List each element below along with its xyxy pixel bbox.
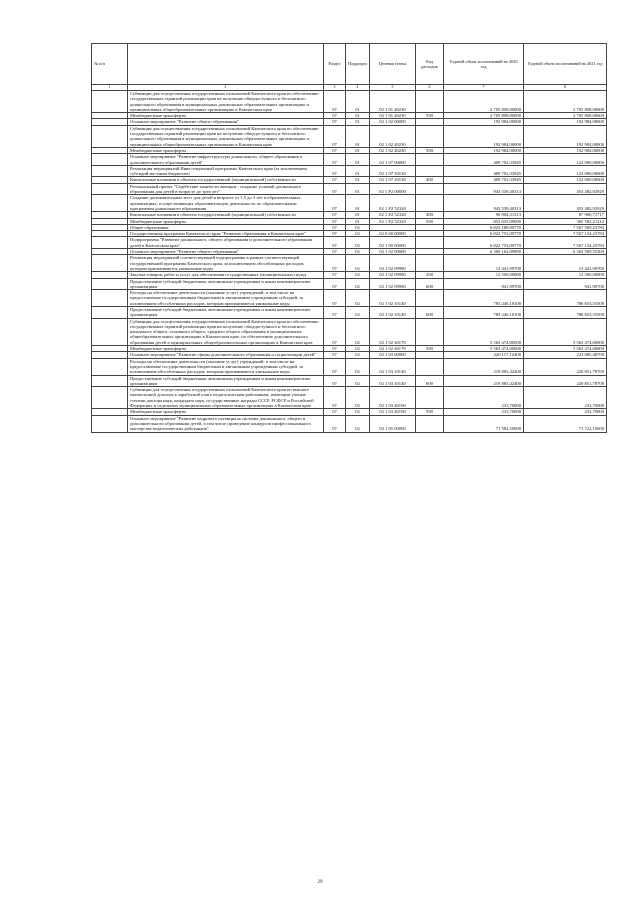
cell-y2021: 7 567 134,23783 [524,237,607,249]
cell-podrazdel: 01 [346,119,370,125]
cell-razdel: 07 [324,177,346,183]
cell-csr: 02 1 05 00000 [370,415,416,432]
cell-name: Межбюджетные трансферты [128,113,324,119]
cell-vr [416,237,444,249]
cell-csr: 02 1 P2 52320 [370,195,416,212]
header-y2020: Годовой объем ассигнований на 2020 год [444,44,524,85]
cell-csr: 02 1 00 00000 [370,237,416,249]
column-number: 4 [346,85,370,91]
cell-razdel: 07 [324,231,346,237]
cell-vr: 500 [416,113,444,119]
cell-name: Основное мероприятие "Развитие кадрового потенциала системы дошкольного, общего и дополнительного образования детей, в том числе проведение конкурсов профессионального мастерства педагогических работников" [128,415,324,432]
cell-csr: 02 1 07 00000 [370,154,416,166]
cell-podrazdel: 02 [346,318,370,345]
cell-y2020: 2 705 808,00000 [444,91,524,113]
cell-vr: 600 [416,306,444,318]
cell-podrazdel: 02 [346,306,370,318]
cell-vr [416,165,444,177]
cell-vr: 500 [416,346,444,352]
cell-csr: 02 1 02 09990 [370,278,416,290]
cell-vr [416,255,444,272]
cell-csr: 02 0 00 00000 [370,231,416,237]
cell-vr [416,195,444,212]
cell-podrazdel: 02 [346,415,370,432]
cell-name: Расходы на обеспечение деятельности (оказание услуг) учреждений, в том числе на предоставление государственным бюджетным и автономным учреждениям субсидий, за исключением обособленных расходов, которым присваиваются уникальные коды [128,290,324,307]
cell-y2021: 233,70000 [524,387,607,409]
cell-num [92,195,128,212]
cell-podrazdel: 02 [346,237,370,249]
cell-y2021: 192 984,00000 [524,125,607,147]
cell-podrazdel: 02 [346,224,370,230]
cell-razdel: 07 [324,375,346,387]
cell-y2020: 192 984,00000 [444,125,524,147]
column-number: 8 [524,85,607,91]
cell-name: Предоставление субсидий бюджетным, автономным учреждениям и иным некоммерческим организациям [128,306,324,318]
budget-table-sheet [91,43,606,433]
cell-razdel: 07 [324,255,346,272]
cell-podrazdel: 01 [346,212,370,218]
cell-csr: 02 1 02 09990 [370,272,416,278]
cell-y2020: 13 441,99700 [444,255,524,272]
cell-vr: 500 [416,409,444,415]
cell-vr [416,91,444,113]
cell-podrazdel: 02 [346,278,370,290]
cell-num [92,237,128,249]
cell-y2020: 233,70000 [444,409,524,415]
cell-y2020: 783 246,10100 [444,290,524,307]
cell-name: Основное мероприятие "Развитие общего образования" [128,119,324,125]
cell-razdel: 07 [324,290,346,307]
cell-csr: 02 1 01 40230 [370,91,416,113]
cell-num [92,255,128,272]
cell-y2020: 219 883,42400 [444,375,524,387]
cell-name: Межбюджетные трансферты [128,409,324,415]
cell-name: Реализация мероприятий Инвестиционной программы Камчатского края (за исключением субсидий местным бюджетам) [128,165,324,177]
cell-razdel: 07 [324,237,346,249]
cell-csr: 02 1 02 10140 [370,290,416,307]
cell-csr: 02 1 02 00000 [370,249,416,255]
table-row [92,195,607,212]
cell-y2020: 220 117,12400 [444,352,524,358]
cell-podrazdel: 02 [346,375,370,387]
cell-y2020: 192 984,00000 [444,147,524,153]
cell-num [92,387,128,409]
cell-y2021: 87 900,71717 [524,212,607,218]
cell-num [92,91,128,113]
cell-y2021: 6 363 569,55300 [524,249,607,255]
cell-name: Основное мероприятие "Развитие сферы дополнительного образования и социализации детей" [128,352,324,358]
cell-y2021: 453 482,92929 [524,195,607,212]
cell-csr: 02 1 02 40170 [370,346,416,352]
cell-vr [416,154,444,166]
cell-razdel: 07 [324,125,346,147]
cell-razdel: 07 [324,119,346,125]
cell-name: Капитальные вложения в объекты государственной (муниципальной) собственности [128,177,324,183]
cell-y2020: 5 563 474,00000 [444,346,524,352]
cell-podrazdel: 01 [346,113,370,119]
header-name [128,44,324,85]
cell-podrazdel: 01 [346,125,370,147]
table-body [92,91,607,433]
cell-podrazdel: 02 [346,272,370,278]
cell-y2020: 409 702,33945 [444,154,524,166]
cell-num [92,165,128,177]
cell-y2021: 192 984,00000 [524,119,607,125]
column-number: 7 [444,85,524,91]
cell-num [92,278,128,290]
cell-num [92,290,128,307]
cell-name: Субвенции для осуществления государственных полномочий Камчатского края по выплате ежемесячной доплаты к заработной плате педагогическим работникам, имеющим ученые степени доктора наук, кандидата наук, государственные награды СССР, РСФСР и Российской Федерации, в отдельных муниципальных образовательных организациях в Камчатском крае [128,387,324,409]
cell-num [92,125,128,147]
cell-y2021: 192 984,00000 [524,147,607,153]
cell-razdel: 07 [324,249,346,255]
cell-podrazdel: 01 [346,147,370,153]
table-row [92,255,607,272]
cell-y2021: 941,99700 [524,278,607,290]
cell-y2020: 233,70000 [444,387,524,409]
table-row [92,278,607,290]
cell-csr: 02 1 02 00000 [370,119,416,125]
header-podrazdel: Подраздел [346,44,370,85]
table-row [92,375,607,387]
cell-y2020: 943 539,40313 [444,195,524,212]
cell-num [92,358,128,375]
cell-podrazdel: 02 [346,249,370,255]
cell-y2020: 5 563 474,00000 [444,318,524,345]
cell-razdel: 07 [324,278,346,290]
cell-y2020: 943 539,40313 [444,183,524,195]
cell-y2021: 5 563 474,00000 [524,346,607,352]
cell-name: Основное мероприятие "Развитие общего образования" [128,249,324,255]
cell-name: Предоставление субсидий бюджетным, автономным учреждениям и иным некоммерческим организациям [128,375,324,387]
cell-name: Основное мероприятие "Развитие инфраструктуры дошкольного, общего образования и дополнительного образования детей" [128,154,324,166]
cell-razdel: 07 [324,272,346,278]
cell-y2021: 233,70000 [524,409,607,415]
budget-table [91,43,607,433]
cell-y2021: 7 567 134,23783 [524,231,607,237]
cell-y2021: 2 705 808,00000 [524,113,607,119]
cell-csr: 02 1 03 10140 [370,375,416,387]
cell-podrazdel: 01 [346,177,370,183]
cell-vr [416,125,444,147]
cell-y2020: 12 500,00000 [444,272,524,278]
column-number: 1 [92,85,128,91]
cell-y2021: 12 500,00000 [524,272,607,278]
cell-podrazdel: 01 [346,195,370,212]
cell-vr: 600 [416,278,444,290]
cell-podrazdel: 01 [346,91,370,113]
cell-csr: 02 1 P2 52320 [370,218,416,224]
cell-csr: 02 1 02 40230 [370,125,416,147]
cell-razdel: 07 [324,154,346,166]
cell-csr: 02 1 07 10130 [370,177,416,183]
cell-podrazdel: 01 [346,218,370,224]
table-row [92,154,607,166]
cell-name: Субвенции для осуществления государственных полномочий Камчатского края по обеспечению государственных гарантий реализации прав на получение общедоступного и бесплатного дошкольного образования в муниципальных дошкольных образовательных организациях и муниципальных общеобразовательных организациях в Камчатском крае [128,91,324,113]
cell-name: Предоставление субсидий бюджетным, автономным учреждениям и иным некоммерческим организациям [128,278,324,290]
column-number: 5 [370,85,416,91]
cell-name: Расходы на обеспечение деятельности (оказание услуг) учреждений, в том числе на предоставление государственным бюджетным и автономным учреждениям субсидий, за исключением обособленных расходов, которым присваиваются уникальные коды [128,358,324,375]
table-row [92,415,607,432]
cell-razdel: 07 [324,409,346,415]
cell-y2021: 220 851,78700 [524,375,607,387]
cell-razdel: 07 [324,352,346,358]
cell-podrazdel: 02 [346,358,370,375]
cell-vr: 600 [416,375,444,387]
cell-y2020: 852 635,09000 [444,218,524,224]
cell-csr: 02 1 P2 00000 [370,183,416,195]
cell-y2021: 786 653,55500 [524,290,607,307]
page-number: 29 [317,880,323,885]
cell-y2020: 409 702,33945 [444,177,524,183]
cell-name: Межбюджетные трансферты [128,346,324,352]
column-number: 3 [324,85,346,91]
cell-razdel: 07 [324,224,346,230]
cell-vr: 400 [416,177,444,183]
cell-vr [416,318,444,345]
cell-csr: 02 1 07 10130 [370,165,416,177]
cell-num [92,375,128,387]
cell-podrazdel: 02 [346,346,370,352]
cell-vr [416,358,444,375]
table-row [92,237,607,249]
cell-y2020: 6 822 753,09770 [444,231,524,237]
header-csr: Целевая статья [370,44,416,85]
cell-vr: 400 [416,212,444,218]
table-row [92,183,607,195]
cell-name: Закупка товаров, работ и услуг для обеспечения государственных (муниципальных) нужд [128,272,324,278]
cell-y2021: 221 085,48700 [524,352,607,358]
cell-csr: 02 1 02 40230 [370,147,416,153]
cell-razdel: 07 [324,183,346,195]
cell-name: Капитальные вложения в объекты государственной (муниципальной) собственности [128,212,324,218]
cell-csr: 02 1 01 40230 [370,113,416,119]
cell-podrazdel: 02 [346,352,370,358]
cell-name: Субвенции для осуществления государственных полномочий Камчатского края по обеспечению государственных гарантий реализации прав на получение общедоступного и бесплатного начального общего, основного общего, среднего общего образования в муниципальных общеобразовательных организациях в Камчатском крае, по обеспечению дополнительного образования детей в муниципальных общеобразовательных организациях в Камчатском крае [128,318,324,345]
cell-csr: 02 1 02 09990 [370,255,416,272]
cell-name: Создание дополнительных мест для детей в возрасте от 1,5 до 3 лет в образовательных организациях, осуществляющих образовательную деятельность по образовательным программам дошкольного образования [128,195,324,212]
cell-vr: 200 [416,272,444,278]
cell-razdel: 07 [324,113,346,119]
cell-y2021: 13 441,99700 [524,255,607,272]
header-razdel: Раздел [324,44,346,85]
cell-razdel: 07 [324,195,346,212]
cell-razdel: 07 [324,358,346,375]
cell-num [92,415,128,432]
cell-csr: 02 1 03 00000 [370,352,416,358]
cell-y2021: 5 563 474,00000 [524,318,607,345]
cell-vr: 500 [416,147,444,153]
cell-razdel: 07 [324,318,346,345]
cell-y2020: 6 822 753,09770 [444,237,524,249]
cell-vr [416,183,444,195]
cell-y2021: 122 000,00000 [524,154,607,166]
cell-y2020: 409 702,33945 [444,165,524,177]
column-number: 6 [416,85,444,91]
cell-num [92,318,128,345]
table-row [92,318,607,345]
cell-name: Общее образование [128,224,324,230]
cell-podrazdel: 02 [346,231,370,237]
cell-y2020: 90 904,31313 [444,212,524,218]
cell-vr: 500 [416,218,444,224]
cell-name: Региональный проект "Содействие занятости женщин - создание условий дошкольного образования для детей в возрасте до трех лет" [128,183,324,195]
cell-vr [416,415,444,432]
table-row [92,91,607,113]
header-num: № п/п [92,44,128,85]
cell-y2020: 6 823 188,09770 [444,224,524,230]
table-row [92,165,607,177]
cell-num [92,154,128,166]
cell-name: Государственная программа Камчатского края "Развитие образования в Камчатском крае" [128,231,324,237]
cell-y2020: 2 705 808,00000 [444,113,524,119]
cell-y2020: 783 246,10100 [444,306,524,318]
cell-vr [416,387,444,409]
cell-name: Реализация мероприятий соответствующей подпрограммы в рамках соответствующей государственной программы Камчатского края, за исключением обособленных расходов, которым присваиваются уникальные коды [128,255,324,272]
table-row [92,290,607,307]
cell-y2020: 71 582,50000 [444,415,524,432]
cell-razdel: 07 [324,218,346,224]
table-row [92,125,607,147]
cell-podrazdel: 02 [346,255,370,272]
cell-num [92,183,128,195]
cell-razdel: 07 [324,346,346,352]
cell-razdel: 07 [324,306,346,318]
cell-y2021: 122 000,00000 [524,177,607,183]
cell-name: Субвенции для осуществления государственных полномочий Камчатского края по обеспечению государственных гарантий реализации прав на получение общедоступного и бесплатного дошкольного образования в муниципальных дошкольных образовательных организациях и муниципальных общеобразовательных организациях в Камчатском крае [128,125,324,147]
cell-y2021: 365 582,21212 [524,218,607,224]
cell-csr: 02 1 02 10140 [370,306,416,318]
cell-razdel: 07 [324,415,346,432]
cell-name: Межбюджетные трансферты [128,218,324,224]
cell-podrazdel: 01 [346,154,370,166]
cell-y2021: 122 000,00000 [524,165,607,177]
cell-num [92,306,128,318]
cell-podrazdel: 01 [346,183,370,195]
cell-name: Межбюджетные трансферты [128,147,324,153]
cell-y2020: 219 883,42400 [444,358,524,375]
table-row [92,306,607,318]
table-header-row [92,44,607,85]
cell-podrazdel: 01 [346,165,370,177]
cell-y2021: 71 722,10000 [524,415,607,432]
cell-y2021: 453 482,92929 [524,183,607,195]
column-number: 2 [128,85,324,91]
cell-y2021: 7 567 569,23783 [524,224,607,230]
cell-y2021: 2 705 808,00000 [524,91,607,113]
cell-vr [416,290,444,307]
cell-razdel: 07 [324,147,346,153]
cell-csr: 02 1 03 10140 [370,358,416,375]
cell-razdel: 07 [324,91,346,113]
cell-podrazdel: 02 [346,387,370,409]
cell-csr: 02 1 03 40190 [370,409,416,415]
cell-y2020: 941,99700 [444,278,524,290]
cell-razdel: 07 [324,387,346,409]
cell-razdel: 07 [324,165,346,177]
cell-y2021: 786 653,55500 [524,306,607,318]
cell-podrazdel: 02 [346,409,370,415]
cell-name: Подпрограмма "Развитие дошкольного, общего образования и дополнительного образования детей в Камчатском крае" [128,237,324,249]
cell-csr: 02 1 03 40190 [370,387,416,409]
table-row [92,387,607,409]
cell-y2021: 220 851,78700 [524,358,607,375]
header-vr: Код расходов [416,44,444,85]
header-y2021: Годовой объем ассигнований на 2021 год [524,44,607,85]
cell-csr: 02 1 P2 52320 [370,212,416,218]
cell-podrazdel: 02 [346,290,370,307]
cell-y2020: 6 360 162,09800 [444,249,524,255]
cell-razdel: 07 [324,212,346,218]
cell-csr: 02 1 02 40170 [370,318,416,345]
cell-y2020: 192 984,00000 [444,119,524,125]
table-row [92,358,607,375]
